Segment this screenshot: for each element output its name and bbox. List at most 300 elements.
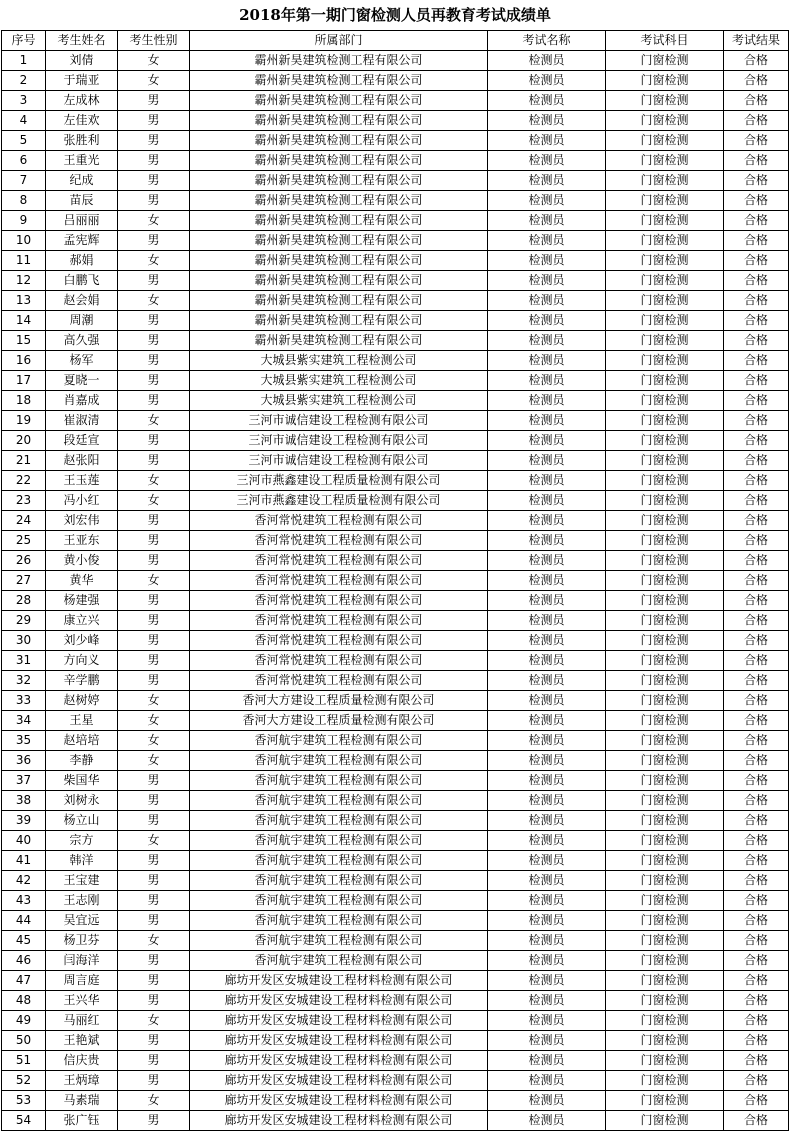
cell-exam-result: 合格 [724,1091,789,1111]
cell-exam-result: 合格 [724,191,789,211]
cell-department: 廊坊开发区安城建设工程材料检测有限公司 [190,971,488,991]
cell-gender: 男 [118,551,190,571]
cell-exam-result: 合格 [724,251,789,271]
cell-exam-name: 检测员 [488,311,606,331]
table-row [2,411,789,431]
cell-name: 高久强 [46,331,118,351]
table-row [2,991,789,1011]
table-row [2,91,789,111]
table-row [2,1071,789,1091]
cell-name: 吕丽丽 [46,211,118,231]
cell-department: 香河常悦建筑工程检测有限公司 [190,631,488,651]
table-row [2,971,789,991]
cell-department: 霸州新昊建筑检测工程有限公司 [190,171,488,191]
table-row [2,171,789,191]
cell-department: 廊坊开发区安城建设工程材料检测有限公司 [190,1011,488,1031]
cell-exam-subject: 门窗检测 [606,531,724,551]
cell-index: 1 [2,51,46,71]
cell-index: 51 [2,1051,46,1071]
cell-exam-name: 检测员 [488,531,606,551]
cell-exam-subject: 门窗检测 [606,551,724,571]
table-row [2,311,789,331]
table-row [2,1111,789,1131]
cell-exam-subject: 门窗检测 [606,371,724,391]
cell-exam-subject: 门窗检测 [606,331,724,351]
cell-exam-subject: 门窗检测 [606,291,724,311]
cell-index: 7 [2,171,46,191]
cell-exam-subject: 门窗检测 [606,811,724,831]
cell-name: 赵会娟 [46,291,118,311]
cell-exam-result: 合格 [724,511,789,531]
cell-exam-subject: 门窗检测 [606,91,724,111]
cell-name: 白鹏飞 [46,271,118,291]
cell-index: 36 [2,751,46,771]
cell-index: 40 [2,831,46,851]
cell-gender: 男 [118,371,190,391]
cell-exam-name: 检测员 [488,231,606,251]
cell-exam-name: 检测员 [488,1091,606,1111]
cell-department: 香河常悦建筑工程检测有限公司 [190,551,488,571]
cell-name: 左成林 [46,91,118,111]
cell-exam-result: 合格 [724,351,789,371]
table-row [2,771,789,791]
cell-gender: 男 [118,971,190,991]
cell-exam-subject: 门窗检测 [606,951,724,971]
cell-department: 香河常悦建筑工程检测有限公司 [190,591,488,611]
cell-exam-result: 合格 [724,951,789,971]
cell-exam-result: 合格 [724,591,789,611]
table-row [2,671,789,691]
cell-index: 39 [2,811,46,831]
table-row [2,791,789,811]
cell-exam-name: 检测员 [488,951,606,971]
cell-department: 霸州新昊建筑检测工程有限公司 [190,131,488,151]
cell-department: 香河航宇建筑工程检测有限公司 [190,891,488,911]
cell-department: 霸州新昊建筑检测工程有限公司 [190,91,488,111]
cell-name: 黄小俊 [46,551,118,571]
cell-name: 周言庭 [46,971,118,991]
cell-name: 黄华 [46,571,118,591]
cell-gender: 男 [118,591,190,611]
cell-exam-name: 检测员 [488,351,606,371]
cell-exam-name: 检测员 [488,851,606,871]
cell-exam-name: 检测员 [488,471,606,491]
table-row [2,751,789,771]
cell-exam-subject: 门窗检测 [606,251,724,271]
cell-index: 33 [2,691,46,711]
cell-exam-subject: 门窗检测 [606,651,724,671]
cell-gender: 男 [118,131,190,151]
cell-exam-subject: 门窗检测 [606,1091,724,1111]
table-row [2,851,789,871]
cell-exam-name: 检测员 [488,731,606,751]
cell-gender: 男 [118,771,190,791]
header-exam-result: 考试结果 [724,31,789,51]
cell-name: 王重光 [46,151,118,171]
cell-exam-result: 合格 [724,891,789,911]
cell-department: 香河常悦建筑工程检测有限公司 [190,611,488,631]
cell-exam-name: 检测员 [488,831,606,851]
cell-name: 张胜利 [46,131,118,151]
cell-exam-name: 检测员 [488,131,606,151]
table-row [2,331,789,351]
cell-exam-result: 合格 [724,291,789,311]
cell-department: 廊坊开发区安城建设工程材料检测有限公司 [190,991,488,1011]
cell-exam-result: 合格 [724,991,789,1011]
cell-exam-result: 合格 [724,231,789,251]
cell-index: 22 [2,471,46,491]
table-row [2,1091,789,1111]
table-row [2,871,789,891]
cell-exam-result: 合格 [724,331,789,351]
cell-name: 李静 [46,751,118,771]
cell-exam-name: 检测员 [488,711,606,731]
cell-index: 14 [2,311,46,331]
table-row [2,391,789,411]
cell-exam-result: 合格 [724,271,789,291]
cell-index: 6 [2,151,46,171]
cell-department: 廊坊开发区安城建设工程材料检测有限公司 [190,1031,488,1051]
table-row [2,551,789,571]
cell-exam-name: 检测员 [488,451,606,471]
cell-index: 3 [2,91,46,111]
cell-exam-name: 检测员 [488,391,606,411]
cell-name: 孟宪辉 [46,231,118,251]
cell-gender: 男 [118,91,190,111]
cell-gender: 女 [118,711,190,731]
cell-index: 54 [2,1111,46,1131]
cell-index: 29 [2,611,46,631]
page-title: 2018年第一期门窗检测人员再教育考试成绩单 [239,6,551,24]
results-table [1,30,789,1131]
cell-exam-name: 检测员 [488,1051,606,1071]
cell-department: 霸州新昊建筑检测工程有限公司 [190,331,488,351]
cell-department: 香河航宇建筑工程检测有限公司 [190,811,488,831]
cell-index: 30 [2,631,46,651]
header-name: 考生姓名 [46,31,118,51]
cell-department: 廊坊开发区安城建设工程材料检测有限公司 [190,1051,488,1071]
cell-exam-result: 合格 [724,771,789,791]
table-row [2,651,789,671]
cell-name: 辛学鹏 [46,671,118,691]
cell-department: 霸州新昊建筑检测工程有限公司 [190,111,488,131]
table-row [2,631,789,651]
cell-exam-subject: 门窗检测 [606,831,724,851]
cell-gender: 男 [118,951,190,971]
cell-exam-name: 检测员 [488,691,606,711]
cell-index: 49 [2,1011,46,1031]
cell-exam-result: 合格 [724,111,789,131]
cell-index: 25 [2,531,46,551]
cell-index: 12 [2,271,46,291]
cell-name: 周潮 [46,311,118,331]
cell-exam-name: 检测员 [488,1031,606,1051]
cell-index: 26 [2,551,46,571]
cell-gender: 男 [118,151,190,171]
cell-index: 9 [2,211,46,231]
cell-department: 三河市诚信建设工程检测有限公司 [190,431,488,451]
cell-exam-name: 检测员 [488,431,606,451]
cell-index: 37 [2,771,46,791]
cell-department: 香河航宇建筑工程检测有限公司 [190,791,488,811]
cell-exam-result: 合格 [724,751,789,771]
cell-exam-name: 检测员 [488,891,606,911]
cell-gender: 男 [118,191,190,211]
cell-department: 三河市燕鑫建设工程质量检测有限公司 [190,471,488,491]
cell-gender: 男 [118,511,190,531]
table-row [2,291,789,311]
cell-exam-name: 检测员 [488,671,606,691]
cell-exam-result: 合格 [724,171,789,191]
cell-exam-result: 合格 [724,1111,789,1131]
cell-gender: 女 [118,571,190,591]
table-row [2,351,789,371]
cell-exam-subject: 门窗检测 [606,191,724,211]
cell-gender: 男 [118,431,190,451]
cell-exam-subject: 门窗检测 [606,911,724,931]
cell-department: 香河常悦建筑工程检测有限公司 [190,511,488,531]
cell-exam-result: 合格 [724,391,789,411]
cell-name: 王宝建 [46,871,118,891]
cell-index: 38 [2,791,46,811]
header-row [2,31,789,51]
cell-department: 香河常悦建筑工程检测有限公司 [190,571,488,591]
cell-department: 三河市诚信建设工程检测有限公司 [190,411,488,431]
cell-gender: 女 [118,251,190,271]
cell-department: 香河航宇建筑工程检测有限公司 [190,951,488,971]
cell-index: 4 [2,111,46,131]
cell-exam-name: 检测员 [488,791,606,811]
cell-department: 香河大方建设工程质量检测有限公司 [190,691,488,711]
table-row [2,931,789,951]
cell-exam-subject: 门窗检测 [606,1071,724,1091]
cell-exam-result: 合格 [724,371,789,391]
cell-exam-subject: 门窗检测 [606,491,724,511]
cell-index: 8 [2,191,46,211]
header-index: 序号 [2,31,46,51]
cell-gender: 女 [118,1011,190,1031]
table-row [2,251,789,271]
cell-exam-subject: 门窗检测 [606,211,724,231]
cell-exam-result: 合格 [724,831,789,851]
cell-index: 11 [2,251,46,271]
cell-exam-name: 检测员 [488,71,606,91]
cell-department: 霸州新昊建筑检测工程有限公司 [190,211,488,231]
cell-exam-name: 检测员 [488,971,606,991]
cell-exam-subject: 门窗检测 [606,971,724,991]
cell-gender: 女 [118,411,190,431]
cell-department: 三河市诚信建设工程检测有限公司 [190,451,488,471]
cell-exam-name: 检测员 [488,511,606,531]
table-row [2,151,789,171]
cell-index: 28 [2,591,46,611]
cell-index: 20 [2,431,46,451]
cell-exam-result: 合格 [724,211,789,231]
cell-exam-name: 检测员 [488,411,606,431]
cell-exam-subject: 门窗检测 [606,691,724,711]
cell-exam-subject: 门窗检测 [606,111,724,131]
cell-index: 5 [2,131,46,151]
cell-exam-subject: 门窗检测 [606,591,724,611]
cell-department: 霸州新昊建筑检测工程有限公司 [190,291,488,311]
cell-index: 50 [2,1031,46,1051]
table-row [2,1011,789,1031]
cell-department: 香河航宇建筑工程检测有限公司 [190,831,488,851]
cell-exam-subject: 门窗检测 [606,171,724,191]
cell-department: 霸州新昊建筑检测工程有限公司 [190,71,488,91]
cell-index: 15 [2,331,46,351]
cell-exam-name: 检测员 [488,911,606,931]
cell-department: 廊坊开发区安城建设工程材料检测有限公司 [190,1071,488,1091]
cell-exam-name: 检测员 [488,491,606,511]
cell-gender: 女 [118,471,190,491]
cell-name: 信庆贵 [46,1051,118,1071]
cell-exam-subject: 门窗检测 [606,1031,724,1051]
cell-name: 冯小红 [46,491,118,511]
cell-gender: 男 [118,1111,190,1131]
cell-index: 24 [2,511,46,531]
cell-name: 肖嘉成 [46,391,118,411]
cell-index: 47 [2,971,46,991]
cell-exam-result: 合格 [724,791,789,811]
table-row [2,191,789,211]
cell-department: 霸州新昊建筑检测工程有限公司 [190,191,488,211]
cell-index: 27 [2,571,46,591]
cell-gender: 男 [118,891,190,911]
cell-exam-result: 合格 [724,151,789,171]
cell-department: 三河市燕鑫建设工程质量检测有限公司 [190,491,488,511]
cell-department: 廊坊开发区安城建设工程材料检测有限公司 [190,1091,488,1111]
cell-exam-name: 检测员 [488,991,606,1011]
table-row [2,131,789,151]
cell-exam-result: 合格 [724,1011,789,1031]
cell-exam-name: 检测员 [488,931,606,951]
cell-exam-subject: 门窗检测 [606,851,724,871]
header-gender: 考生性别 [118,31,190,51]
cell-name: 闫海洋 [46,951,118,971]
cell-exam-result: 合格 [724,311,789,331]
cell-exam-subject: 门窗检测 [606,771,724,791]
cell-exam-subject: 门窗检测 [606,151,724,171]
header-exam-name: 考试名称 [488,31,606,51]
table-row [2,811,789,831]
cell-exam-result: 合格 [724,931,789,951]
cell-gender: 男 [118,451,190,471]
cell-index: 41 [2,851,46,871]
cell-gender: 男 [118,351,190,371]
cell-exam-result: 合格 [724,691,789,711]
cell-gender: 男 [118,811,190,831]
cell-index: 32 [2,671,46,691]
cell-department: 香河大方建设工程质量检测有限公司 [190,711,488,731]
cell-gender: 男 [118,911,190,931]
cell-gender: 女 [118,211,190,231]
cell-exam-subject: 门窗检测 [606,631,724,651]
cell-index: 44 [2,911,46,931]
cell-exam-result: 合格 [724,91,789,111]
cell-name: 刘树永 [46,791,118,811]
table-row [2,691,789,711]
cell-name: 刘倩 [46,51,118,71]
cell-name: 王玉莲 [46,471,118,491]
cell-exam-subject: 门窗检测 [606,991,724,1011]
cell-exam-subject: 门窗检测 [606,671,724,691]
cell-gender: 男 [118,391,190,411]
cell-department: 霸州新昊建筑检测工程有限公司 [190,151,488,171]
table-row [2,531,789,551]
cell-exam-subject: 门窗检测 [606,1051,724,1071]
cell-gender: 女 [118,291,190,311]
cell-exam-result: 合格 [724,471,789,491]
cell-exam-subject: 门窗检测 [606,711,724,731]
table-row [2,51,789,71]
cell-name: 柴国华 [46,771,118,791]
cell-gender: 男 [118,851,190,871]
cell-name: 康立兴 [46,611,118,631]
table-row [2,591,789,611]
cell-name: 王志刚 [46,891,118,911]
cell-exam-result: 合格 [724,851,789,871]
cell-exam-name: 检测员 [488,331,606,351]
cell-department: 大城县紫实建筑工程检测公司 [190,371,488,391]
cell-exam-subject: 门窗检测 [606,611,724,631]
cell-exam-result: 合格 [724,71,789,91]
cell-gender: 女 [118,491,190,511]
cell-index: 10 [2,231,46,251]
cell-exam-result: 合格 [724,611,789,631]
cell-exam-name: 检测员 [488,1011,606,1031]
cell-exam-result: 合格 [724,811,789,831]
cell-index: 34 [2,711,46,731]
cell-exam-result: 合格 [724,451,789,471]
cell-name: 刘宏伟 [46,511,118,531]
cell-gender: 男 [118,531,190,551]
cell-department: 香河航宇建筑工程检测有限公司 [190,931,488,951]
cell-gender: 男 [118,651,190,671]
cell-department: 香河航宇建筑工程检测有限公司 [190,851,488,871]
cell-exam-subject: 门窗检测 [606,231,724,251]
cell-name: 纪成 [46,171,118,191]
cell-gender: 男 [118,791,190,811]
cell-exam-result: 合格 [724,51,789,71]
cell-gender: 男 [118,611,190,631]
cell-gender: 女 [118,831,190,851]
cell-name: 左佳欢 [46,111,118,131]
cell-name: 刘少峰 [46,631,118,651]
cell-exam-subject: 门窗检测 [606,391,724,411]
cell-name: 宗方 [46,831,118,851]
cell-name: 张广钰 [46,1111,118,1131]
cell-exam-result: 合格 [724,731,789,751]
cell-gender: 女 [118,731,190,751]
cell-exam-name: 检测员 [488,771,606,791]
cell-exam-subject: 门窗检测 [606,271,724,291]
cell-name: 杨建强 [46,591,118,611]
cell-name: 吴宜远 [46,911,118,931]
cell-name: 王亚东 [46,531,118,551]
table-row [2,491,789,511]
table-row [2,271,789,291]
cell-index: 43 [2,891,46,911]
cell-exam-name: 检测员 [488,551,606,571]
cell-exam-name: 检测员 [488,251,606,271]
table-row [2,231,789,251]
cell-gender: 女 [118,691,190,711]
table-row [2,111,789,131]
cell-gender: 男 [118,1051,190,1071]
cell-name: 王星 [46,711,118,731]
cell-index: 21 [2,451,46,471]
